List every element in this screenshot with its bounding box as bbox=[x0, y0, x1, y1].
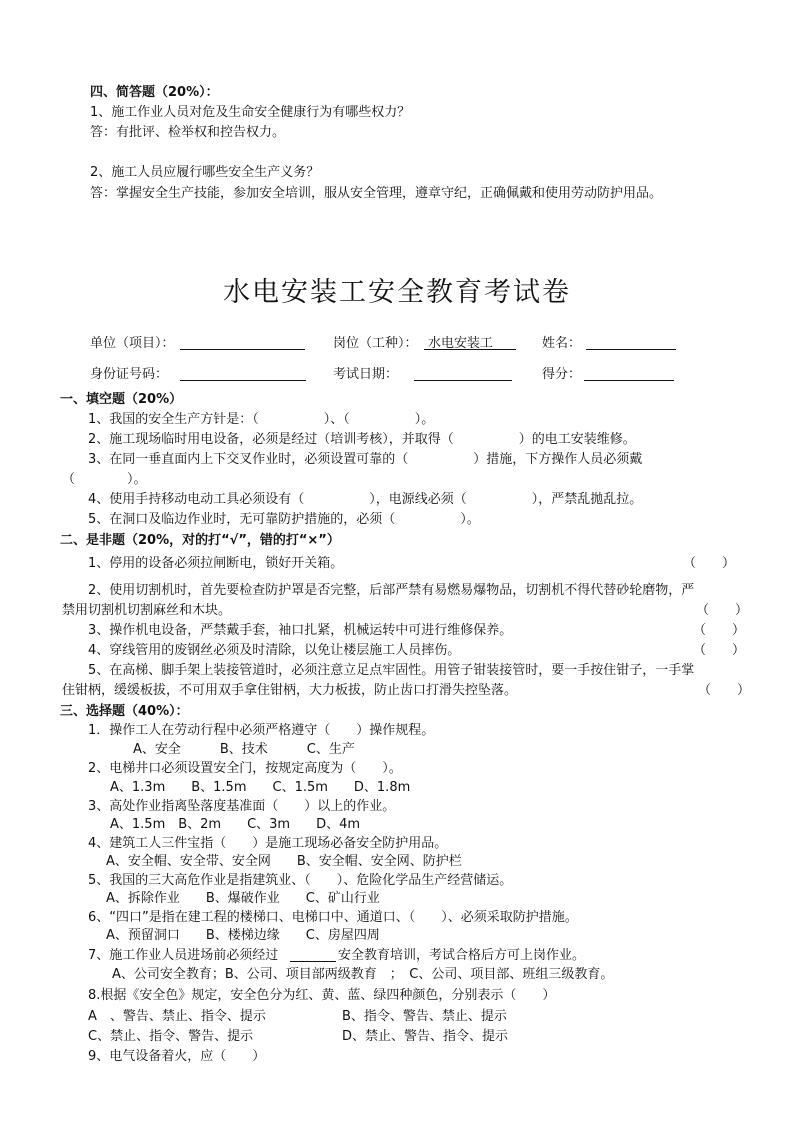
question: 5、我国的三大高危作业是指建筑业、（ ）、危险化学品生产经营储运。 bbox=[88, 873, 513, 888]
options: A、公司安全教育；B、公司、项目部两级教育 ； C、公司、项目部、班组三级教育。 bbox=[112, 967, 614, 982]
option-b: B、指令、警告、禁止、提示 bbox=[342, 1009, 507, 1024]
question: 1．操作工人在劳动行程中必须严格遵守（ ）操作规程。 bbox=[88, 723, 435, 738]
question: 4、使用手持移动电动工具必须设有（ ），电源线必须（ ），严禁乱拋乱拉。 bbox=[88, 492, 643, 507]
question: 1、停用的设备必须拉闸断电，锁好开关箱。 bbox=[88, 556, 344, 571]
question: 安全教育培训，考试合格后方可上岗作业。 bbox=[338, 948, 586, 963]
answer-blank[interactable]: （ ） bbox=[698, 683, 751, 698]
options: A、安全 B、技术 C、生产 bbox=[133, 742, 355, 757]
short-answer-heading: 四、简答题（20%）： bbox=[90, 85, 219, 100]
question: 3、操作机电设备，严禁戴手套，袖口扎紧，机械运转中可进行维修保养。 bbox=[88, 623, 513, 638]
name-field[interactable] bbox=[586, 349, 676, 350]
question: 2、施工人员应履行哪些安全生产义务？ bbox=[90, 165, 320, 180]
answer-blank[interactable]: （ ） bbox=[683, 556, 736, 571]
options: A、预留洞口 B、楼梯边缘 C、房屋四周 bbox=[106, 928, 380, 943]
question: 5、在洞口及临边作业时，无可靠防护措施的，必须（ ）。 bbox=[88, 512, 480, 527]
question: 住钳柄，缓缓板拔，不可用双手拿住钳柄，大力板拔，防止齿口打滑失控坠落。 bbox=[62, 683, 518, 698]
name-label: 姓名： bbox=[542, 336, 582, 351]
question: （ ）。 bbox=[62, 472, 147, 487]
score-field[interactable] bbox=[584, 380, 674, 381]
score-label: 得分： bbox=[542, 367, 582, 382]
question: 2、使用切割机时，首先要检查防护罩是否完整，后部严禁有易燃易爆物品，切割机不得代替砂轮磨物，严 bbox=[88, 583, 695, 598]
question: 1、施工作业人员对危及生命安全健康行为有哪些权力？ bbox=[90, 105, 411, 120]
answer-blank[interactable]: （ ） bbox=[693, 643, 746, 658]
question: 禁用切割机切割麻丝和木块。 bbox=[62, 603, 232, 618]
unit-field[interactable] bbox=[180, 349, 305, 350]
section-heading: 二、是非题（20%，对的打“√”，错的打“×”） bbox=[60, 533, 340, 548]
question: 3、高处作业指离坠落度基准面（ ）以上的作业。 bbox=[88, 799, 396, 814]
post-label: 岗位（工种）： bbox=[333, 336, 418, 351]
options: A、安全帽、安全带、安全网 B、安全帽、安全网、防护栏 bbox=[106, 854, 462, 869]
answer-blank[interactable] bbox=[290, 961, 336, 962]
answer: 答：掌握安全生产技能，参加安全培训，服从安全管理，遵章守纪，正确佩戴和使用劳动防护用品。 bbox=[90, 186, 663, 201]
post-underline bbox=[424, 349, 516, 350]
question: 3、在同一垂直面内上下交叉作业时，必须设置可靠的（ ）措施，下方操作人员必须戴 bbox=[88, 452, 643, 467]
options: A、拆除作业 B、爆破作业 C、矿山行业 bbox=[106, 891, 380, 906]
question: 9、电气设备着火，应（ ） bbox=[88, 1049, 266, 1064]
date-field[interactable] bbox=[414, 380, 512, 381]
section-heading: 一、填空题（20%） bbox=[60, 392, 183, 407]
page-title: 水电安装工安全教育考试卷 bbox=[223, 277, 571, 308]
question: 2、电梯井口必须设置安全门，按规定高度为（ ）。 bbox=[88, 761, 402, 776]
post-value: 水电安装工 bbox=[428, 336, 494, 351]
question: 8.根据《安全色》规定，安全色分为红、黄、蓝、绿四种颜色，分别表示（ ） bbox=[88, 988, 556, 1003]
unit-label: 单位（项目）： bbox=[90, 336, 175, 351]
answer: 答：有批评、检举权和控告权力。 bbox=[90, 125, 286, 140]
id-label: 身份证号码： bbox=[90, 367, 169, 382]
question: 4、建筑工人三件宝指（ ）是施工现场必备安全防护用品。 bbox=[88, 836, 448, 851]
option-c: C、禁止、指令、警告、提示 bbox=[88, 1029, 254, 1044]
question: 5、在高梯、脚手架上装接管道时，必须注意立足点牢固性。用管子钳装接管时，要一手按住钳子，一手掌 bbox=[88, 663, 695, 678]
question: 4、穿线管用的废钢丝必须及时清除，以免让楼层施工人员摔伤。 bbox=[88, 643, 461, 658]
answer-blank[interactable]: （ ） bbox=[696, 603, 749, 618]
option-a: A 、警告、禁止、指令、提示 bbox=[88, 1009, 266, 1024]
question: 7、施工作业人员进场前必须经过 bbox=[88, 948, 279, 963]
id-field[interactable] bbox=[180, 380, 306, 381]
options: A、1.5m B、2m C、3m D、4m bbox=[110, 817, 361, 832]
option-d: D、禁止、警告、指令、提示 bbox=[342, 1029, 509, 1044]
date-label: 考试日期： bbox=[333, 367, 399, 382]
question: 2、施工现场临时用电设备，必须是经过（培训考核），并取得（ ）的电工安装维修。 bbox=[88, 432, 636, 447]
question: 1、我国的安全生产方针是：（ ）、（ ）。 bbox=[88, 412, 435, 427]
answer-blank[interactable]: （ ） bbox=[693, 623, 746, 638]
question: 6、“四口”是指在建工程的楼梯口、电梯口中、通道口、（ ）、必须采取防护措施。 bbox=[88, 910, 578, 925]
options: A、1.3m B、1.5m C、1.5m D、1.8m bbox=[110, 780, 411, 795]
section-heading: 三、选择题（40%）： bbox=[60, 704, 189, 719]
